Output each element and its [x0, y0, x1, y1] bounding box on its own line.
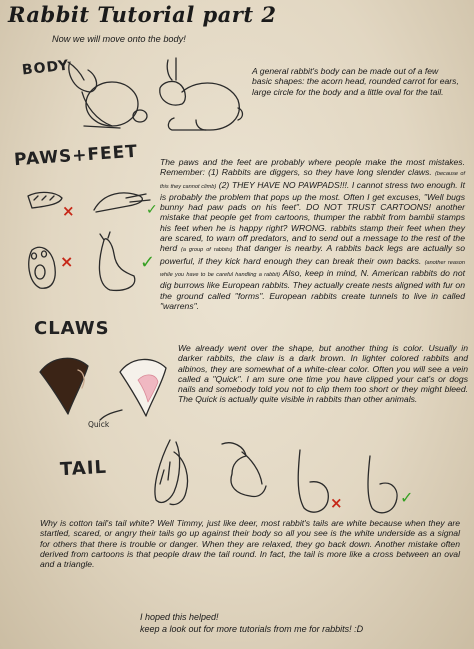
section-label-paws: PAWS+FEET — [13, 141, 139, 171]
wrong-mark-foot: × — [60, 252, 74, 271]
outro-line-1: I hoped this helped! — [140, 612, 219, 622]
right-mark-foot: ✓ — [140, 252, 156, 273]
section-label-tail: TAIL — [59, 456, 108, 481]
wrong-mark-tail: × — [330, 494, 343, 512]
body-text: A general rabbit's body can be made out of a few basic shapes: the acorn head, rounded carrot for ears, large circle for the body and a little oval for the tail. — [252, 66, 459, 97]
right-mark-tail: ✓ — [400, 488, 414, 507]
quick-label: Quick — [88, 420, 110, 429]
tail-text: Why is cotton tail's tail white? Well Timmy, just like deer, most rabbit's tails are white because when they are startled, scared, or angry their tails go up against their body so all you see is the white underside as a signal for others that there is trouble or danger. When they are relaxed, they go back down. Another mistake often derived from cartoons is that people draw the tail round. In fact, the tail is more like a cross between an oval and a triangle. — [40, 518, 460, 570]
section-label-body: BODY — [21, 57, 71, 79]
section-label-claws: CLAWS — [34, 318, 110, 339]
paws-text: The paws and the feet are probably where people make the most mistakes. Remember: (1) Rabbits are diggers, so they have long slender claws. (because of this they cannot climb) (2) THEY HAVE NO PAWPADS!!!. I cannot stress two enough. It is probably the problem that pops up the most. Often I get excuses, "Well bugs bunny had paw pads on his feet". DO NOT TRUST CARTOONS! another mistake that people get from cartoons, thumper the rabbit from bambii stamps his feet when he is happy right? WRONG. rabbits stamp their feet when they are scared, to warn off predators, and to send out a message to the rest of the herd (a group of rabbits) that danger is nearby. A rabbits back legs are actually so powerful, if they kick hard enough they can break their own backs. (another reason while you have to be careful handling a rabbit) Also, keep in mind, N. American rabbits do not dig burrows like European rabbits. They actually create nests aligned with fur on the ground called "forms". European rabbits create tunnels to live in called "warrens". — [160, 157, 466, 311]
outro-line-2: keep a look out for more tutorials from me for rabbits! :D — [140, 624, 364, 634]
intro-text: Now we will move onto the body! — [52, 34, 186, 44]
right-mark-paw: ✓ — [146, 202, 158, 218]
page-title: Rabbit Tutorial part 2 — [8, 2, 277, 27]
claws-text: We already went over the shape, but another thing is color. Usually in darker rabbits, the claw is a dark brown. In lighter colored rabbits and albinos, they are somewhat of a white-clear color. Often you will see a vein called a "Quick". I am sure one time you have clipped your cat's or dogs nails and somebody told you not to clip them too short or they might bleed. The Quick is actually quite visible in rabbits than other animals. — [178, 343, 468, 405]
wrong-mark-paw: × — [62, 202, 75, 220]
